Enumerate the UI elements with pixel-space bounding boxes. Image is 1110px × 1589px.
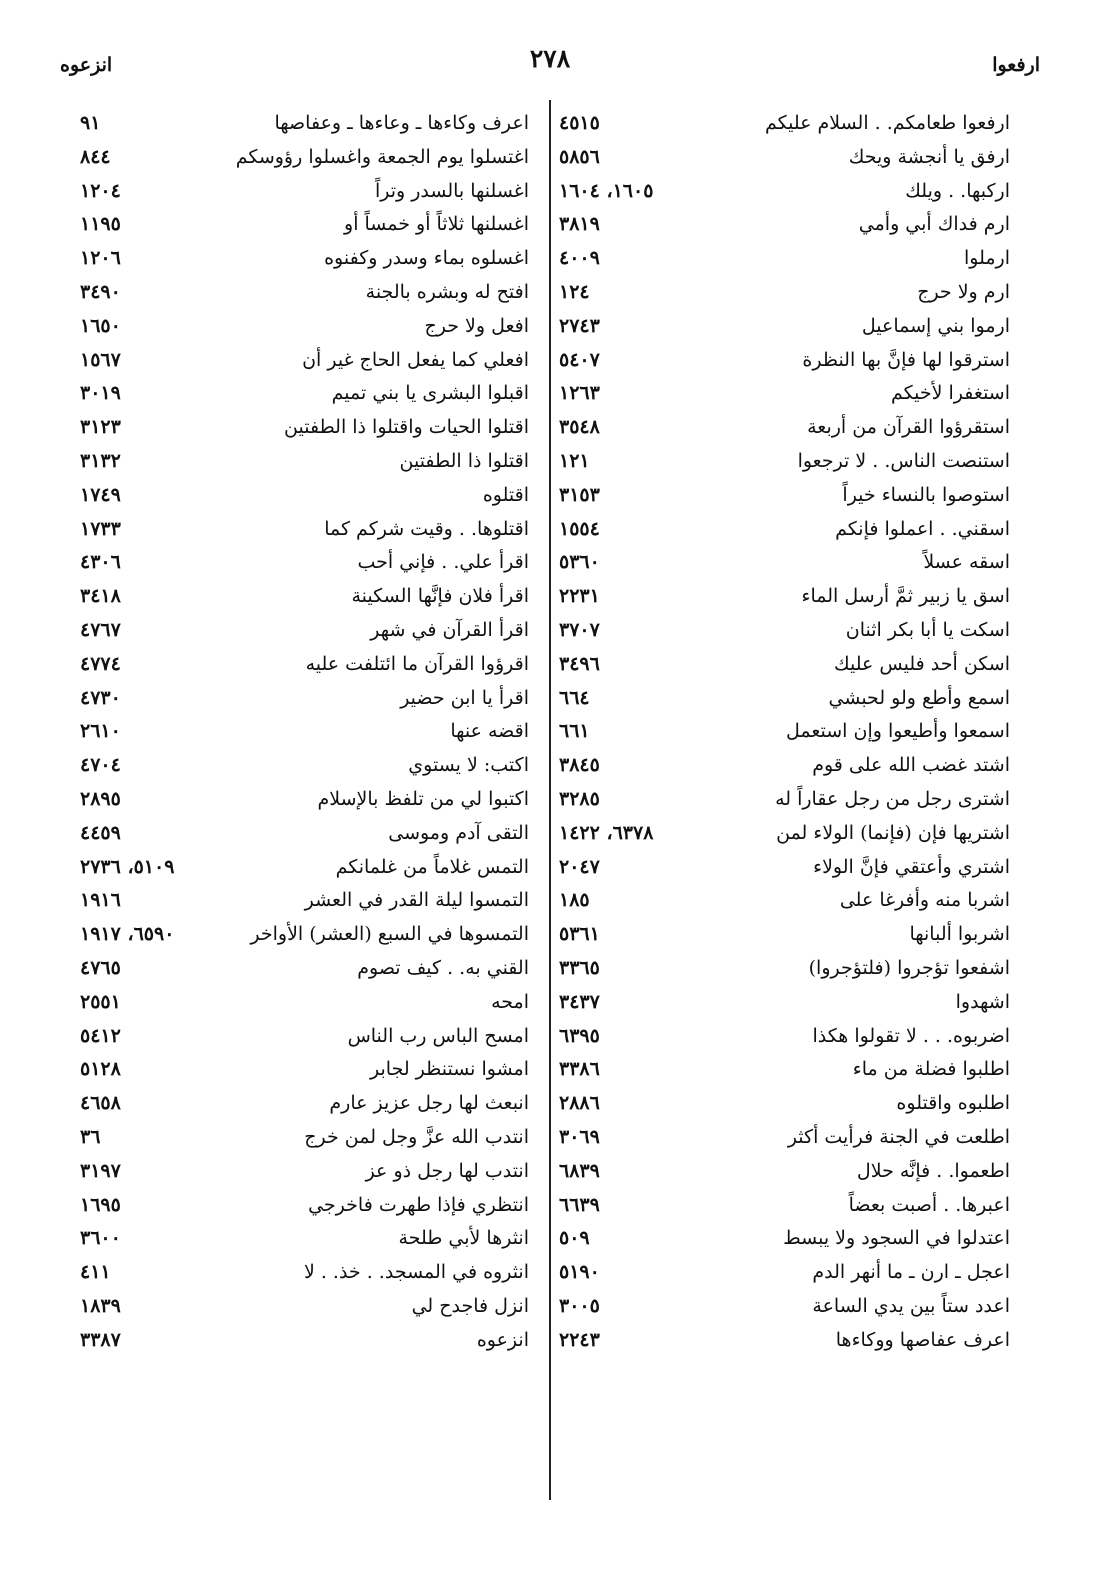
index-entry	[559, 952, 1010, 986]
index-entry	[80, 1256, 529, 1290]
index-entry	[80, 1324, 529, 1358]
index-entry	[80, 276, 529, 310]
entry-reference-number: ١٦٠٥، ١٦٠٤	[559, 179, 654, 202]
index-entry	[559, 1121, 1010, 1155]
index-entry	[559, 1087, 1010, 1121]
index-entry	[559, 513, 1010, 547]
entry-reference-number: ٥١٩٠	[559, 1261, 600, 1284]
entry-text: اغسلنها ثلاثاً أو خمساً أو	[344, 213, 529, 236]
entry-reference-number: ٤٧٦٧	[80, 618, 121, 641]
entry-text: اغسلوه بماء وسدر وكفنوه	[324, 247, 529, 270]
index-entry	[559, 242, 1010, 276]
entry-text: اقتلوا الحيات واقتلوا ذا الطفتين	[284, 416, 529, 439]
entry-reference-number: ٣٠٠٥	[559, 1294, 600, 1317]
entry-text: القني به. . كيف تصوم	[357, 956, 529, 979]
entry-text: اقتلوا ذا الطفتين	[399, 449, 529, 472]
index-entry	[80, 918, 529, 952]
index-entry	[80, 242, 529, 276]
entry-text: افعل ولا حرج	[424, 314, 529, 337]
entry-text: اشتريها فإن (فإنما) الولاء لمن	[776, 821, 1010, 844]
entry-reference-number: ١٧٣٣	[80, 517, 121, 540]
entry-reference-number: ٤٣٠٦	[80, 551, 121, 574]
entry-text: امحه	[491, 990, 529, 1013]
index-column-left	[80, 107, 529, 1357]
index-entry	[559, 986, 1010, 1020]
entry-reference-number: ١٢١	[559, 449, 590, 472]
index-entry	[80, 513, 529, 547]
entry-reference-number: ٦٨٣٩	[559, 1159, 600, 1182]
index-entry	[559, 445, 1010, 479]
entry-text: اعبرها. . أصبت بعضاً	[848, 1193, 1010, 1216]
entry-reference-number: ٥٠٩	[559, 1227, 590, 1250]
index-entry	[80, 1222, 529, 1256]
entry-text: اكتب: لا يستوي	[408, 754, 529, 777]
entry-text: اقتلوها. . وقيت شركم كما	[324, 517, 529, 540]
index-entry	[559, 276, 1010, 310]
entry-text: امسح الباس رب الناس	[347, 1024, 529, 1047]
index-entry	[559, 749, 1010, 783]
entry-text: اقرأ القرآن في شهر	[370, 618, 529, 641]
index-entry	[80, 884, 529, 918]
entry-reference-number: ٤٤٥٩	[80, 821, 121, 844]
entry-text: اركبها. . ويلك	[905, 179, 1010, 202]
index-entry	[80, 411, 529, 445]
index-entry	[80, 952, 529, 986]
entry-text: اعدد ستاً بين يدي الساعة	[812, 1294, 1010, 1317]
index-entry	[559, 107, 1010, 141]
entry-text: اطلبوا فضلة من ماء	[852, 1058, 1010, 1081]
entry-reference-number: ٣٤١٨	[80, 585, 121, 608]
index-entry	[559, 1189, 1010, 1223]
entry-reference-number: ٤٧٣٠	[80, 686, 121, 709]
entry-reference-number: ٢٨٩٥	[80, 787, 121, 810]
index-entry	[559, 1290, 1010, 1324]
entry-reference-number: ١٨٥	[559, 889, 590, 912]
entry-text: افعلي كما يفعل الحاج غير أن	[302, 348, 529, 371]
entry-text: اقبلوا البشرى يا بني تميم	[331, 382, 529, 405]
entry-text: التمسوها في السبع (العشر) الأواخر	[250, 923, 529, 946]
entry-reference-number: ٢٨٨٦	[559, 1092, 600, 1115]
entry-reference-number: ٤٠٠٩	[559, 247, 600, 270]
entry-text: اغتسلوا يوم الجمعة واغسلوا رؤوسكم	[235, 145, 529, 168]
entry-reference-number: ١٩١٦	[80, 889, 121, 912]
index-entry	[80, 344, 529, 378]
entry-reference-number: ٣٤٣٧	[559, 990, 600, 1013]
index-entry	[80, 1155, 529, 1189]
entry-text: اسمع وأطع ولو لحبشي	[828, 686, 1010, 709]
index-entry	[559, 851, 1010, 885]
index-entry	[80, 1020, 529, 1054]
index-entry	[559, 310, 1010, 344]
index-entry	[559, 648, 1010, 682]
entry-text: اسقه عسلاً	[923, 551, 1010, 574]
entry-text: اقرأ فلان فإنَّها السكينة	[351, 585, 529, 608]
entry-reference-number: ٢٢٣١	[559, 585, 600, 608]
entry-reference-number: ٢٢٤٣	[559, 1328, 600, 1351]
index-entry	[80, 614, 529, 648]
index-entry	[559, 1222, 1010, 1256]
index-entry	[80, 648, 529, 682]
index-entry	[80, 783, 529, 817]
index-entry	[80, 1189, 529, 1223]
entry-text: ارم فداك أبي وأمي	[858, 213, 1010, 236]
entry-text: اشتري وأعتقي فإنَّ الولاء	[813, 855, 1010, 878]
index-entry	[559, 1053, 1010, 1087]
entry-text: انتدب الله عزَّ وجل لمن خرج	[304, 1125, 529, 1148]
entry-reference-number: ٣١٩٧	[80, 1159, 121, 1182]
entry-text: اقرأ يا ابن حضير	[400, 686, 529, 709]
index-entry	[80, 749, 529, 783]
index-entry	[559, 1155, 1010, 1189]
entry-reference-number: ٣١٢٣	[80, 416, 121, 439]
entry-text: اكتبوا لي من تلفظ بالإسلام	[317, 787, 529, 810]
index-entry	[559, 141, 1010, 175]
entry-text: اسمعوا وأطيعوا وإن استعمل	[785, 720, 1010, 743]
index-entry	[80, 1121, 529, 1155]
entry-text: اطعموا. . فإنَّه حلال	[856, 1159, 1010, 1182]
entry-text: اضربوه. . . لا تقولوا هكذا	[812, 1024, 1010, 1047]
entry-text: التقى آدم وموسى	[388, 821, 529, 844]
index-entry	[559, 715, 1010, 749]
index-entry	[559, 580, 1010, 614]
entry-reference-number: ٣٨٤٥	[559, 754, 600, 777]
entry-reference-number: ٣٦	[80, 1125, 101, 1148]
index-entry	[559, 344, 1010, 378]
index-entry	[80, 141, 529, 175]
entry-reference-number: ٣٨١٩	[559, 213, 600, 236]
entry-reference-number: ٣٦٠٠	[80, 1227, 121, 1250]
entry-text: التمس غلاماً من غلمانكم	[335, 855, 529, 878]
entry-reference-number: ١٢٠٤	[80, 179, 121, 202]
entry-reference-number: ١٢٠٦	[80, 247, 121, 270]
entry-text: انبعث لها رجل عزيز عارم	[329, 1092, 529, 1115]
entry-reference-number: ١٥٦٧	[80, 348, 121, 371]
index-entry	[559, 1324, 1010, 1358]
index-entry	[559, 208, 1010, 242]
entry-reference-number: ٢٥٥١	[80, 990, 121, 1013]
index-entry	[80, 682, 529, 716]
entry-reference-number: ٦٦٤	[559, 686, 590, 709]
entry-reference-number: ١٧٤٩	[80, 483, 121, 506]
entry-text: اغسلنها بالسدر وتراً	[374, 179, 529, 202]
entry-reference-number: ٣١٥٣	[559, 483, 600, 506]
entry-text: ارملوا	[963, 247, 1010, 270]
index-entry	[559, 546, 1010, 580]
entry-reference-number: ٥١٢٨	[80, 1058, 121, 1081]
entry-reference-number: ٤٧٦٥	[80, 956, 121, 979]
index-entry	[80, 310, 529, 344]
index-entry	[80, 445, 529, 479]
entry-text: اعرف وكاءها ـ وعاءها ـ وعفاصها	[274, 112, 529, 134]
entry-reference-number: ٩١	[80, 112, 101, 134]
entry-reference-number: ٤٧٧٤	[80, 652, 121, 675]
index-entry	[559, 1256, 1010, 1290]
page-header	[60, 40, 1040, 80]
entry-text: اسكت يا أبا بكر اثنان	[845, 618, 1010, 641]
index-entry	[80, 817, 529, 851]
entry-text: امشوا نستنظر لجابر	[370, 1058, 529, 1081]
index-entry	[559, 614, 1010, 648]
entry-text: انثروه في المسجد. . خذ. . لا	[303, 1261, 529, 1284]
entry-text: اطلعت في الجنة فرأيت أكثر	[787, 1125, 1010, 1148]
entry-text: انتظري فإذا طهرت فاخرجي	[308, 1193, 529, 1216]
entry-reference-number: ٥٤٠٧	[559, 348, 600, 371]
entry-reference-number: ٣١٣٢	[80, 449, 121, 472]
entry-reference-number: ١٢٦٣	[559, 382, 600, 405]
index-entry	[80, 1087, 529, 1121]
index-entry	[559, 1020, 1010, 1054]
entry-text: استرقوا لها فإنَّ بها النظرة	[802, 348, 1010, 371]
entry-text: ارفعوا طعامكم. . السلام عليكم	[764, 112, 1010, 134]
entry-text: استقرؤوا القرآن من أربعة	[807, 416, 1010, 439]
entry-text: اسقني. . اعملوا فإنكم	[835, 517, 1010, 540]
entry-reference-number: ٣٧٠٧	[559, 618, 600, 641]
entry-reference-number: ٦٥٩٠، ١٩١٧	[80, 923, 175, 946]
entry-reference-number: ٣٤٩٠	[80, 280, 121, 303]
entry-reference-number: ٥٣٦١	[559, 923, 600, 946]
entry-reference-number: ٦٦١	[559, 720, 590, 743]
entry-text: اقرأ علي. . فإني أحب	[357, 551, 529, 574]
entry-reference-number: ٥٤١٢	[80, 1024, 121, 1047]
entry-text: ارم ولا حرج	[917, 280, 1010, 303]
index-column-right	[559, 107, 1010, 1357]
entry-reference-number: ١٥٥٤	[559, 517, 600, 540]
entry-text: اعتدلوا في السجود ولا يبسط	[783, 1227, 1010, 1250]
entry-reference-number: ٣٠٦٩	[559, 1125, 600, 1148]
entry-reference-number: ٥٨٥٦	[559, 145, 600, 168]
entry-text: انتدب لها رجل ذو عز	[365, 1159, 529, 1182]
entry-text: اشهدوا	[955, 990, 1010, 1013]
index-entry	[559, 411, 1010, 445]
entry-reference-number: ٦٦٣٩	[559, 1193, 600, 1216]
index-entry	[559, 884, 1010, 918]
entry-text: اشفعوا تؤجروا (فلتؤجروا)	[808, 956, 1010, 979]
entry-reference-number: ٨٤٤	[80, 145, 111, 168]
entry-reference-number: ٦٣٩٥	[559, 1024, 600, 1047]
entry-reference-number: ٤٧٠٤	[80, 754, 121, 777]
entry-text: اعرف عفاصها ووكاءها	[835, 1328, 1010, 1351]
entry-text: انزعوه	[476, 1328, 529, 1351]
index-entry	[80, 580, 529, 614]
entry-text: اسكن أحد فليس عليك	[834, 652, 1010, 675]
entry-reference-number: ٥٣٦٠	[559, 551, 600, 574]
index-entry	[80, 208, 529, 242]
column-divider	[549, 100, 551, 1500]
entry-reference-number: ٣٣٨٧	[80, 1328, 121, 1351]
index-entry	[80, 715, 529, 749]
entry-text: اشترى رجل من رجل عقاراً له	[775, 787, 1010, 810]
entry-text: ارموا بني إسماعيل	[861, 314, 1010, 337]
entry-text: اعجل ـ ارن ـ ما أنهر الدم	[812, 1261, 1010, 1284]
entry-text: اقضه عنها	[450, 720, 529, 743]
entry-reference-number: ١٦٩٥	[80, 1193, 121, 1216]
index-entry	[559, 377, 1010, 411]
index-entry	[80, 1290, 529, 1324]
index-entry	[559, 817, 1010, 851]
entry-reference-number: ٢٧٤٣	[559, 314, 600, 337]
index-entry	[80, 377, 529, 411]
entry-text: اقرؤوا القرآن ما ائتلفت عليه	[305, 652, 529, 675]
index-entry	[80, 546, 529, 580]
index-entry	[80, 107, 529, 141]
entry-text: اشربوا ألبانها	[909, 923, 1010, 946]
entry-reference-number: ١٦٥٠	[80, 314, 121, 337]
index-entry	[559, 682, 1010, 716]
entry-text: التمسوا ليلة القدر في العشر	[304, 889, 529, 912]
index-entry	[80, 851, 529, 885]
entry-reference-number: ٦٣٧٨، ١٤٢٢	[559, 821, 654, 844]
index-entry	[559, 918, 1010, 952]
entry-reference-number: ٣٣٦٥	[559, 956, 600, 979]
entry-reference-number: ١١٩٥	[80, 213, 121, 236]
index-entry	[80, 1053, 529, 1087]
entry-reference-number: ١٢٤	[559, 280, 590, 303]
index-entry	[559, 783, 1010, 817]
entry-reference-number: ٥١٠٩، ٢٧٣٦	[80, 855, 175, 878]
entry-text: اطلبوه واقتلوه	[896, 1092, 1010, 1115]
header-guide-word-left: انزعوه	[60, 54, 113, 76]
entry-text: ارفق يا أنجشة ويحك	[848, 145, 1010, 168]
entry-reference-number: ٢٠٤٧	[559, 855, 600, 878]
entry-reference-number: ٣٢٨٥	[559, 787, 600, 810]
entry-text: انزل فاجدح لي	[411, 1294, 529, 1317]
entry-text: اسق يا زبير ثمَّ أرسل الماء	[801, 585, 1010, 608]
entry-text: اشربا منه وأفرغا على	[839, 889, 1010, 912]
entry-text: استنصت الناس. . لا ترجعوا	[797, 449, 1010, 472]
entry-reference-number: ٤١١	[80, 1261, 111, 1284]
entry-text: اشتد غضب الله على قوم	[812, 754, 1010, 777]
index-entry	[80, 986, 529, 1020]
entry-text: اقتلوه	[482, 483, 529, 506]
entry-text: افتح له وبشره بالجنة	[365, 280, 529, 303]
header-guide-word-right: ارفعوا	[992, 54, 1040, 76]
entry-reference-number: ٣٠١٩	[80, 382, 121, 405]
index-entry	[80, 479, 529, 513]
index-entry	[80, 175, 529, 209]
entry-text: انثرها لأبي طلحة	[398, 1227, 529, 1250]
entry-reference-number: ٣٣٨٦	[559, 1058, 600, 1081]
page-number: ٢٧٨	[529, 44, 571, 73]
entry-reference-number: ١٨٣٩	[80, 1294, 121, 1317]
entry-text: استوصوا بالنساء خيراً	[842, 483, 1010, 506]
entry-reference-number: ٣٥٤٨	[559, 416, 600, 439]
entry-reference-number: ٤٦٥٨	[80, 1092, 121, 1115]
index-entry	[559, 175, 1010, 209]
entry-reference-number: ٢٦١٠	[80, 720, 121, 743]
entry-reference-number: ٤٥١٥	[559, 112, 600, 134]
entry-text: استغفرا لأخيكم	[891, 382, 1010, 405]
entry-reference-number: ٣٤٩٦	[559, 652, 600, 675]
index-entry	[559, 479, 1010, 513]
